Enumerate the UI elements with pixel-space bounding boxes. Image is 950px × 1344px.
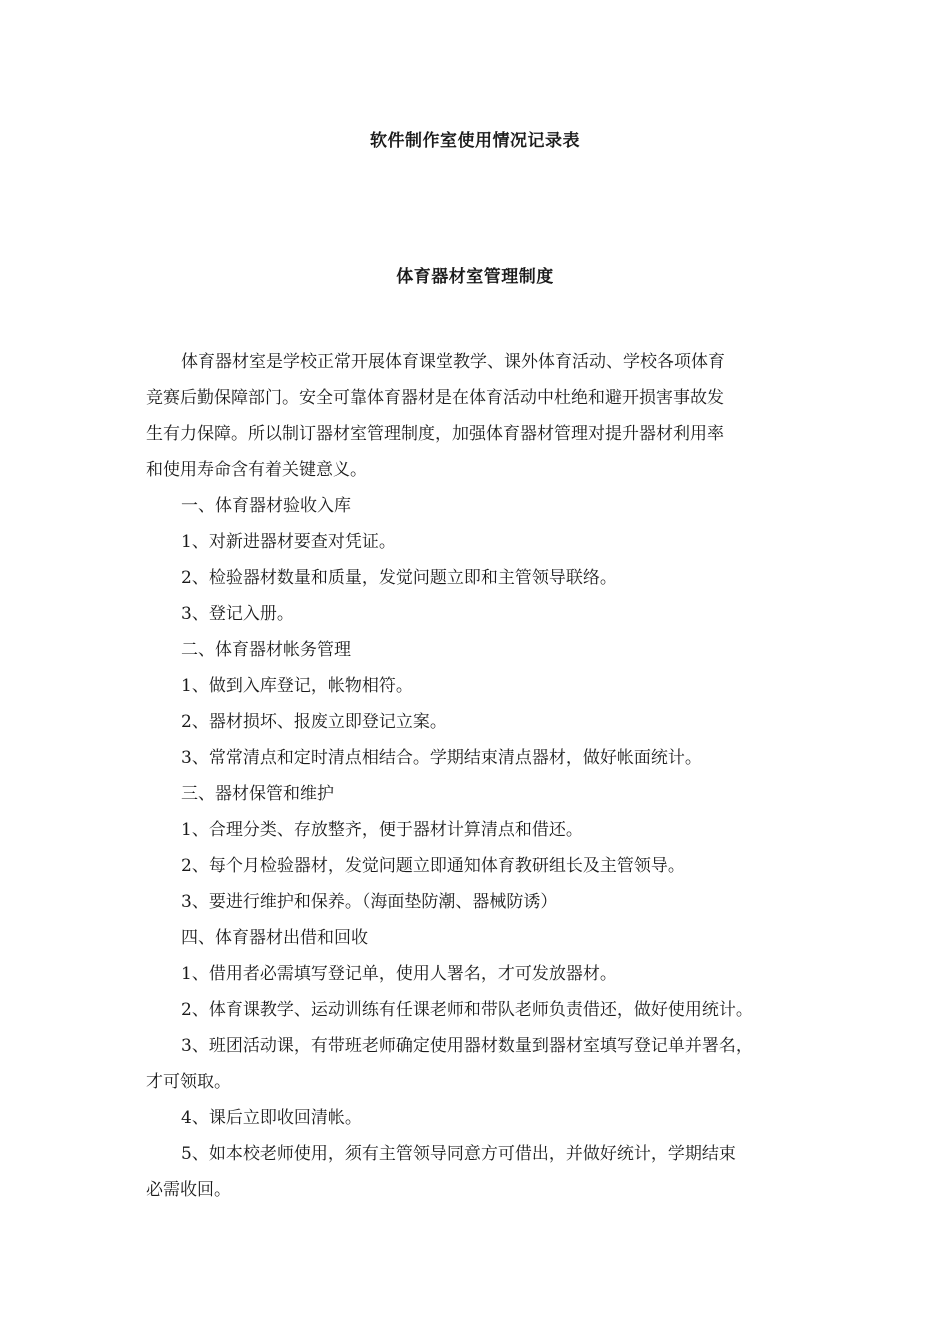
list-item: 2、器材损坏、报废立即登记立案。: [181, 712, 447, 732]
list-item: 1、做到入库登记，帐物相符。: [181, 676, 413, 696]
list-item: 3、登记入册。: [181, 604, 294, 624]
list-item: 3、常常清点和定时清点相结合。学期结束清点器材，做好帐面统计。: [181, 748, 702, 768]
section-heading: 一、体育器材验收入库: [181, 496, 351, 516]
intro-line: 竞赛后勤保障部门。安全可靠体育器材是在体育活动中杜绝和避开损害事故发: [146, 388, 724, 408]
list-item: 3、要进行维护和保养。（海面垫防潮、器械防诱）: [181, 892, 558, 912]
list-item: 1、合理分类、存放整齐，便于器材计算清点和借还。: [181, 820, 583, 840]
list-item: 1、借用者必需填写登记单，使用人署名，才可发放器材。: [181, 964, 617, 984]
list-item: 2、体育课教学、运动训练有任课老师和带队老师负责借还，做好使用统计。: [181, 1000, 753, 1020]
list-item-continuation: 才可领取。: [146, 1072, 231, 1092]
intro-line: 和使用寿命含有着关键意义。: [146, 460, 367, 480]
section-title: 体育器材室管理制度: [396, 267, 554, 287]
intro-line: 生有力保障。所以制订器材室管理制度，加强体育器材管理对提升器材利用率: [146, 424, 724, 444]
list-item: 3、班团活动课，有带班老师确定使用器材数量到器材室填写登记单并署名，: [181, 1036, 753, 1056]
list-item-continuation: 必需收回。: [146, 1180, 231, 1200]
list-item: 1、对新进器材要查对凭证。: [181, 532, 396, 552]
section-heading: 三、器材保管和维护: [181, 784, 334, 804]
list-item: 2、每个月检验器材，发觉问题立即通知体育教研组长及主管领导。: [181, 856, 685, 876]
document-body: [146, 344, 816, 1208]
list-item: 5、如本校老师使用，须有主管领导同意方可借出，并做好统计，学期结束: [181, 1144, 736, 1164]
document-title: 软件制作室使用情况记录表: [370, 131, 580, 151]
section-heading: 二、体育器材帐务管理: [181, 640, 351, 660]
section-heading: 四、体育器材出借和回收: [181, 928, 368, 948]
intro-line: 体育器材室是学校正常开展体育课堂教学、课外体育活动、学校各项体育: [181, 352, 725, 372]
list-item: 2、检验器材数量和质量，发觉问题立即和主管领导联络。: [181, 568, 617, 588]
list-item: 4、课后立即收回清帐。: [181, 1108, 362, 1128]
